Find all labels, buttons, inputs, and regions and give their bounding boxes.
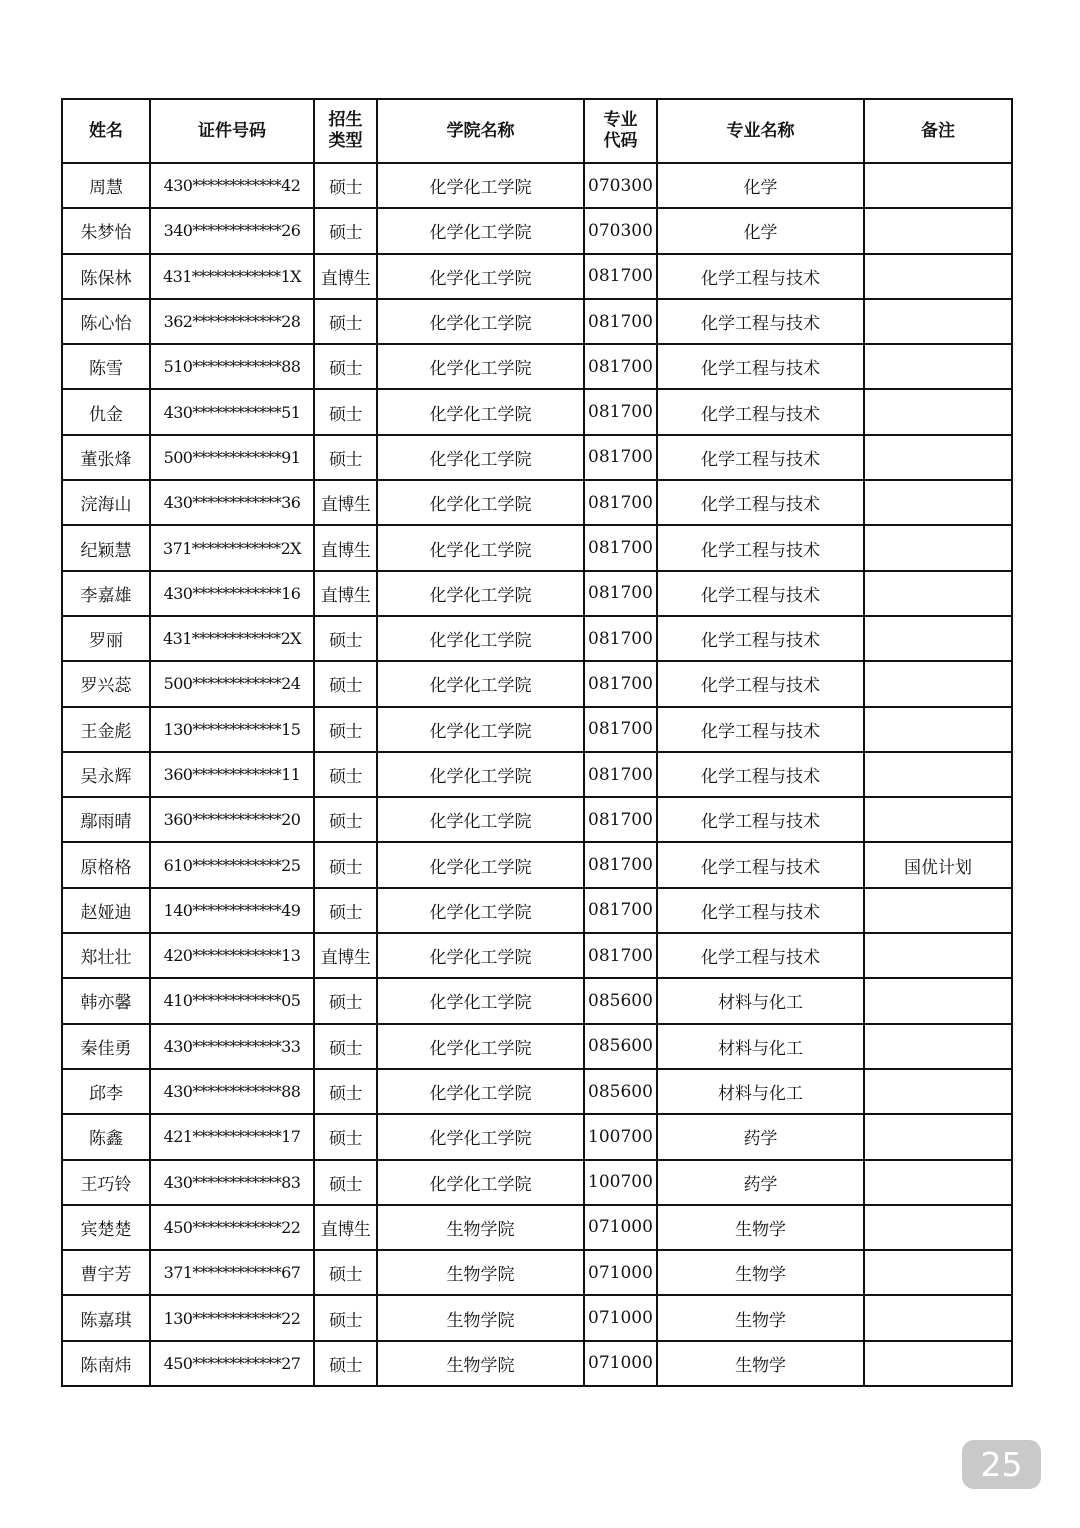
cell-note bbox=[864, 933, 1012, 978]
cell-college: 化学化工学院 bbox=[377, 1024, 584, 1069]
cell-name: 陈南炜 bbox=[62, 1341, 150, 1386]
table-row bbox=[62, 661, 1012, 706]
cell-name: 陈嘉琪 bbox=[62, 1295, 150, 1340]
cell-college: 化学化工学院 bbox=[377, 661, 584, 706]
cell-code: 081700 bbox=[584, 480, 657, 525]
table-body bbox=[62, 163, 1012, 1386]
cell-major: 化学工程与技术 bbox=[657, 707, 864, 752]
header-code: 专业 代码 bbox=[584, 99, 657, 163]
cell-id: 430************51 bbox=[150, 389, 314, 434]
cell-note bbox=[864, 208, 1012, 253]
cell-id: 420************13 bbox=[150, 933, 314, 978]
table-row bbox=[62, 389, 1012, 434]
header-note: 备注 bbox=[864, 99, 1012, 163]
cell-code: 081700 bbox=[584, 616, 657, 661]
table-row bbox=[62, 752, 1012, 797]
cell-major: 化学工程与技术 bbox=[657, 480, 864, 525]
cell-id: 340************26 bbox=[150, 208, 314, 253]
cell-type: 硕士 bbox=[314, 1069, 377, 1114]
cell-code: 085600 bbox=[584, 1024, 657, 1069]
cell-major: 化学工程与技术 bbox=[657, 842, 864, 887]
cell-note bbox=[864, 978, 1012, 1023]
cell-college: 化学化工学院 bbox=[377, 389, 584, 434]
cell-id: 431************2X bbox=[150, 616, 314, 661]
cell-college: 生物学院 bbox=[377, 1250, 584, 1295]
cell-college: 化学化工学院 bbox=[377, 933, 584, 978]
cell-name: 罗兴蕊 bbox=[62, 661, 150, 706]
cell-college: 化学化工学院 bbox=[377, 208, 584, 253]
cell-note bbox=[864, 1341, 1012, 1386]
cell-major: 化学工程与技术 bbox=[657, 435, 864, 480]
cell-type: 硕士 bbox=[314, 299, 377, 344]
table-row bbox=[62, 1295, 1012, 1340]
cell-code: 081700 bbox=[584, 435, 657, 480]
page-number-badge: 25 bbox=[962, 1440, 1041, 1489]
cell-note bbox=[864, 254, 1012, 299]
cell-college: 化学化工学院 bbox=[377, 1114, 584, 1159]
cell-name: 罗丽 bbox=[62, 616, 150, 661]
cell-type: 直博生 bbox=[314, 1205, 377, 1250]
cell-college: 化学化工学院 bbox=[377, 707, 584, 752]
cell-college: 化学化工学院 bbox=[377, 978, 584, 1023]
cell-note bbox=[864, 1250, 1012, 1295]
cell-name: 郑壮壮 bbox=[62, 933, 150, 978]
cell-name: 秦佳勇 bbox=[62, 1024, 150, 1069]
cell-type: 硕士 bbox=[314, 661, 377, 706]
cell-note bbox=[864, 480, 1012, 525]
cell-type: 硕士 bbox=[314, 616, 377, 661]
cell-name: 陈保林 bbox=[62, 254, 150, 299]
cell-id: 510************88 bbox=[150, 344, 314, 389]
cell-note bbox=[864, 1024, 1012, 1069]
cell-major: 化学工程与技术 bbox=[657, 299, 864, 344]
cell-id: 371************2X bbox=[150, 525, 314, 570]
cell-code: 081700 bbox=[584, 752, 657, 797]
cell-type: 直博生 bbox=[314, 254, 377, 299]
cell-type: 硕士 bbox=[314, 707, 377, 752]
cell-name: 浣海山 bbox=[62, 480, 150, 525]
cell-type: 硕士 bbox=[314, 389, 377, 434]
cell-major: 生物学 bbox=[657, 1250, 864, 1295]
cell-college: 化学化工学院 bbox=[377, 752, 584, 797]
cell-college: 化学化工学院 bbox=[377, 435, 584, 480]
cell-major: 化学工程与技术 bbox=[657, 254, 864, 299]
cell-major: 化学工程与技术 bbox=[657, 344, 864, 389]
cell-code: 081700 bbox=[584, 254, 657, 299]
cell-name: 陈心怡 bbox=[62, 299, 150, 344]
cell-note bbox=[864, 299, 1012, 344]
cell-note bbox=[864, 1295, 1012, 1340]
cell-code: 071000 bbox=[584, 1341, 657, 1386]
cell-code: 081700 bbox=[584, 571, 657, 616]
cell-type: 直博生 bbox=[314, 480, 377, 525]
header-id: 证件号码 bbox=[150, 99, 314, 163]
table-row bbox=[62, 299, 1012, 344]
cell-note bbox=[864, 1205, 1012, 1250]
table-row bbox=[62, 888, 1012, 933]
cell-id: 450************22 bbox=[150, 1205, 314, 1250]
cell-college: 生物学院 bbox=[377, 1295, 584, 1340]
cell-code: 071000 bbox=[584, 1250, 657, 1295]
cell-name: 赵娅迪 bbox=[62, 888, 150, 933]
cell-code: 081700 bbox=[584, 707, 657, 752]
cell-college: 化学化工学院 bbox=[377, 525, 584, 570]
cell-id: 431************1X bbox=[150, 254, 314, 299]
cell-college: 化学化工学院 bbox=[377, 842, 584, 887]
cell-id: 140************49 bbox=[150, 888, 314, 933]
cell-code: 081700 bbox=[584, 299, 657, 344]
cell-college: 化学化工学院 bbox=[377, 163, 584, 208]
admission-roster-table bbox=[61, 98, 1013, 1387]
cell-name: 曹宇芳 bbox=[62, 1250, 150, 1295]
cell-id: 430************16 bbox=[150, 571, 314, 616]
cell-note bbox=[864, 661, 1012, 706]
cell-major: 材料与化工 bbox=[657, 1069, 864, 1114]
cell-college: 化学化工学院 bbox=[377, 571, 584, 616]
cell-name: 周慧 bbox=[62, 163, 150, 208]
cell-name: 原格格 bbox=[62, 842, 150, 887]
cell-code: 100700 bbox=[584, 1160, 657, 1205]
cell-name: 吴永辉 bbox=[62, 752, 150, 797]
cell-name: 王巧铃 bbox=[62, 1160, 150, 1205]
cell-code: 081700 bbox=[584, 842, 657, 887]
cell-major: 化学工程与技术 bbox=[657, 752, 864, 797]
cell-note bbox=[864, 797, 1012, 842]
cell-college: 化学化工学院 bbox=[377, 254, 584, 299]
cell-id: 360************11 bbox=[150, 752, 314, 797]
cell-name: 陈鑫 bbox=[62, 1114, 150, 1159]
cell-id: 130************15 bbox=[150, 707, 314, 752]
table-row bbox=[62, 1114, 1012, 1159]
header-major: 专业名称 bbox=[657, 99, 864, 163]
table-row bbox=[62, 1024, 1012, 1069]
table-row bbox=[62, 797, 1012, 842]
cell-type: 硕士 bbox=[314, 1295, 377, 1340]
table-row bbox=[62, 1341, 1012, 1386]
cell-id: 610************25 bbox=[150, 842, 314, 887]
cell-college: 化学化工学院 bbox=[377, 797, 584, 842]
cell-type: 硕士 bbox=[314, 842, 377, 887]
cell-major: 化学工程与技术 bbox=[657, 616, 864, 661]
cell-code: 100700 bbox=[584, 1114, 657, 1159]
cell-note bbox=[864, 525, 1012, 570]
cell-code: 070300 bbox=[584, 163, 657, 208]
cell-id: 430************42 bbox=[150, 163, 314, 208]
cell-type: 硕士 bbox=[314, 1160, 377, 1205]
cell-type: 硕士 bbox=[314, 344, 377, 389]
cell-major: 生物学 bbox=[657, 1205, 864, 1250]
header-name: 姓名 bbox=[62, 99, 150, 163]
cell-note bbox=[864, 752, 1012, 797]
cell-code: 081700 bbox=[584, 389, 657, 434]
table-row bbox=[62, 254, 1012, 299]
table-row bbox=[62, 1250, 1012, 1295]
cell-code: 081700 bbox=[584, 525, 657, 570]
cell-id: 410************05 bbox=[150, 978, 314, 1023]
cell-type: 硕士 bbox=[314, 435, 377, 480]
cell-name: 鄢雨晴 bbox=[62, 797, 150, 842]
table-row bbox=[62, 1160, 1012, 1205]
cell-code: 070300 bbox=[584, 208, 657, 253]
cell-name: 朱梦怡 bbox=[62, 208, 150, 253]
cell-id: 421************17 bbox=[150, 1114, 314, 1159]
cell-major: 化学工程与技术 bbox=[657, 661, 864, 706]
cell-type: 硕士 bbox=[314, 1024, 377, 1069]
cell-code: 071000 bbox=[584, 1205, 657, 1250]
cell-note bbox=[864, 888, 1012, 933]
cell-note bbox=[864, 163, 1012, 208]
cell-note bbox=[864, 1160, 1012, 1205]
cell-college: 化学化工学院 bbox=[377, 299, 584, 344]
cell-major: 化学工程与技术 bbox=[657, 797, 864, 842]
cell-name: 陈雪 bbox=[62, 344, 150, 389]
cell-type: 直博生 bbox=[314, 933, 377, 978]
cell-major: 化学工程与技术 bbox=[657, 933, 864, 978]
cell-major: 生物学 bbox=[657, 1295, 864, 1340]
table-row bbox=[62, 933, 1012, 978]
cell-name: 纪颖慧 bbox=[62, 525, 150, 570]
cell-type: 硕士 bbox=[314, 752, 377, 797]
cell-major: 化学工程与技术 bbox=[657, 571, 864, 616]
cell-name: 董张烽 bbox=[62, 435, 150, 480]
table-row bbox=[62, 842, 1012, 887]
cell-code: 085600 bbox=[584, 1069, 657, 1114]
cell-college: 化学化工学院 bbox=[377, 888, 584, 933]
cell-code: 071000 bbox=[584, 1295, 657, 1340]
cell-type: 硕士 bbox=[314, 978, 377, 1023]
table-row bbox=[62, 1069, 1012, 1114]
table-row bbox=[62, 525, 1012, 570]
table-row bbox=[62, 208, 1012, 253]
cell-type: 硕士 bbox=[314, 208, 377, 253]
cell-code: 081700 bbox=[584, 661, 657, 706]
table-row bbox=[62, 480, 1012, 525]
cell-college: 化学化工学院 bbox=[377, 344, 584, 389]
cell-major: 药学 bbox=[657, 1160, 864, 1205]
cell-note bbox=[864, 344, 1012, 389]
cell-note bbox=[864, 707, 1012, 752]
cell-id: 430************33 bbox=[150, 1024, 314, 1069]
cell-college: 化学化工学院 bbox=[377, 616, 584, 661]
cell-type: 硕士 bbox=[314, 797, 377, 842]
cell-note bbox=[864, 571, 1012, 616]
cell-note bbox=[864, 435, 1012, 480]
cell-name: 宾楚楚 bbox=[62, 1205, 150, 1250]
cell-major: 化学 bbox=[657, 208, 864, 253]
cell-note bbox=[864, 389, 1012, 434]
cell-major: 生物学 bbox=[657, 1341, 864, 1386]
table-row bbox=[62, 163, 1012, 208]
cell-code: 081700 bbox=[584, 888, 657, 933]
cell-college: 化学化工学院 bbox=[377, 1160, 584, 1205]
cell-major: 化学工程与技术 bbox=[657, 525, 864, 570]
cell-major: 药学 bbox=[657, 1114, 864, 1159]
cell-name: 李嘉雄 bbox=[62, 571, 150, 616]
cell-major: 化学 bbox=[657, 163, 864, 208]
cell-note bbox=[864, 1069, 1012, 1114]
cell-id: 371************67 bbox=[150, 1250, 314, 1295]
table-header-row bbox=[62, 99, 1012, 163]
table-row bbox=[62, 978, 1012, 1023]
table-row bbox=[62, 1205, 1012, 1250]
cell-type: 硕士 bbox=[314, 888, 377, 933]
cell-name: 邱李 bbox=[62, 1069, 150, 1114]
cell-id: 430************88 bbox=[150, 1069, 314, 1114]
cell-id: 430************36 bbox=[150, 480, 314, 525]
cell-type: 硕士 bbox=[314, 163, 377, 208]
cell-type: 直博生 bbox=[314, 525, 377, 570]
header-college: 学院名称 bbox=[377, 99, 584, 163]
cell-name: 韩亦馨 bbox=[62, 978, 150, 1023]
cell-major: 化学工程与技术 bbox=[657, 389, 864, 434]
table-row bbox=[62, 435, 1012, 480]
cell-id: 500************24 bbox=[150, 661, 314, 706]
cell-id: 130************22 bbox=[150, 1295, 314, 1340]
cell-code: 085600 bbox=[584, 978, 657, 1023]
cell-major: 化学工程与技术 bbox=[657, 888, 864, 933]
cell-name: 王金彪 bbox=[62, 707, 150, 752]
table-row bbox=[62, 616, 1012, 661]
cell-college: 生物学院 bbox=[377, 1205, 584, 1250]
table-row bbox=[62, 707, 1012, 752]
cell-type: 硕士 bbox=[314, 1114, 377, 1159]
cell-code: 081700 bbox=[584, 933, 657, 978]
cell-college: 生物学院 bbox=[377, 1341, 584, 1386]
cell-note: 国优计划 bbox=[864, 842, 1012, 887]
cell-college: 化学化工学院 bbox=[377, 480, 584, 525]
cell-major: 材料与化工 bbox=[657, 978, 864, 1023]
cell-name: 仇金 bbox=[62, 389, 150, 434]
cell-code: 081700 bbox=[584, 344, 657, 389]
cell-major: 材料与化工 bbox=[657, 1024, 864, 1069]
cell-id: 362************28 bbox=[150, 299, 314, 344]
cell-type: 硕士 bbox=[314, 1341, 377, 1386]
cell-id: 450************27 bbox=[150, 1341, 314, 1386]
cell-id: 430************83 bbox=[150, 1160, 314, 1205]
cell-id: 500************91 bbox=[150, 435, 314, 480]
cell-note bbox=[864, 1114, 1012, 1159]
cell-id: 360************20 bbox=[150, 797, 314, 842]
cell-college: 化学化工学院 bbox=[377, 1069, 584, 1114]
cell-type: 硕士 bbox=[314, 1250, 377, 1295]
cell-type: 直博生 bbox=[314, 571, 377, 616]
cell-note bbox=[864, 616, 1012, 661]
table-row bbox=[62, 571, 1012, 616]
cell-code: 081700 bbox=[584, 797, 657, 842]
header-type: 招生 类型 bbox=[314, 99, 377, 163]
table-row bbox=[62, 344, 1012, 389]
